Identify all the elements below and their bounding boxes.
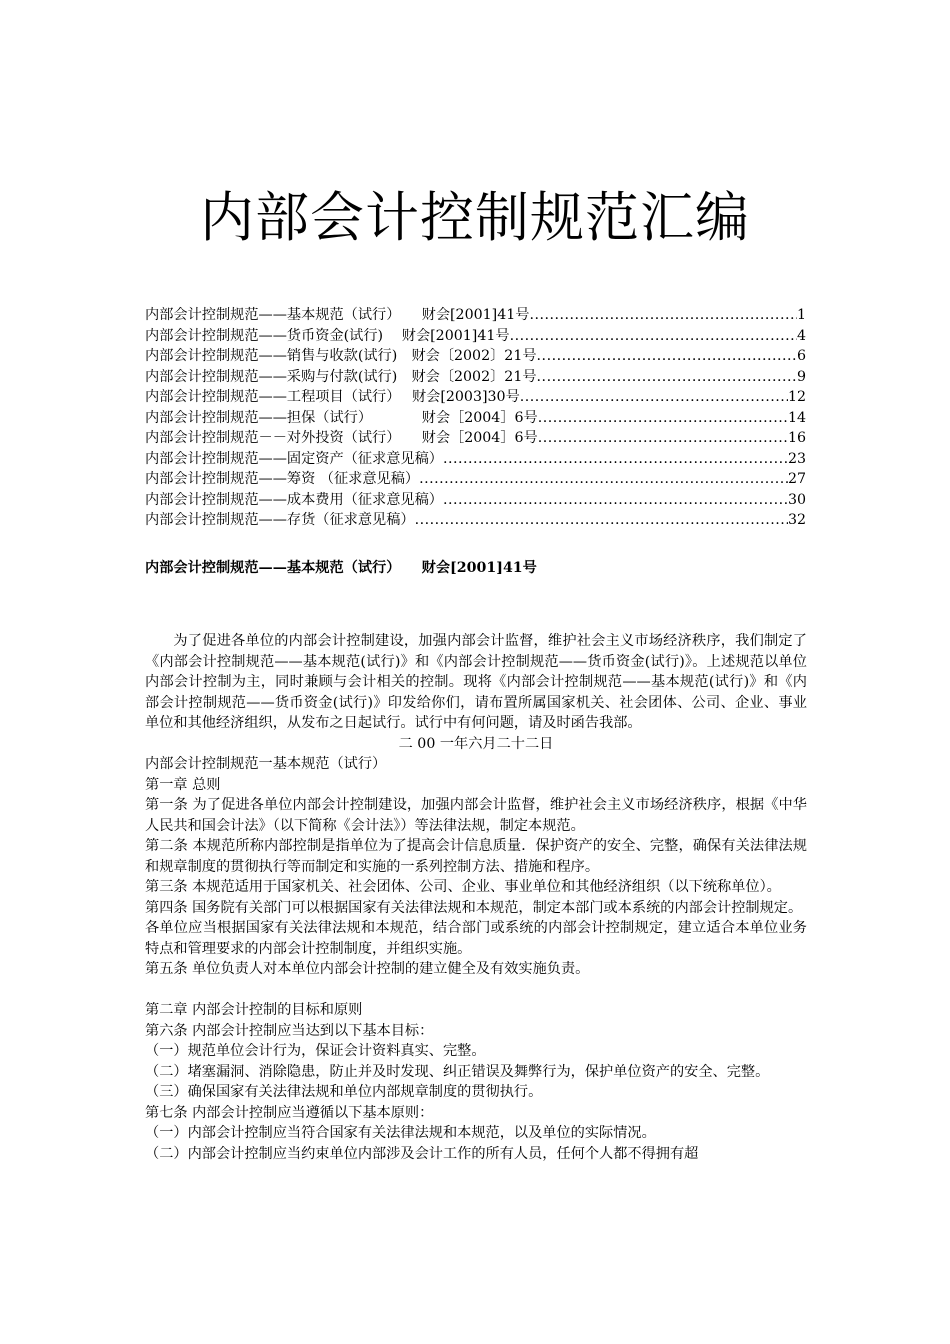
body-paragraph: 第四条 国务院有关部门可以根据国家有关法律法规和本规范，制定本部门或本系统的内部会计控制规定。 (145, 899, 803, 916)
toc-leader (415, 510, 788, 531)
body-paragraph: （二）内部会计控制应当约束单位内部涉及会计工作的所有人员，任何个人都不得拥有超 (145, 1145, 699, 1162)
toc-page-number: 30 (787, 491, 806, 508)
body-paragraph: （三）确保国家有关法律法规和单位内部规章制度的贯彻执行。 (145, 1084, 543, 1100)
toc-leader (537, 346, 797, 367)
notice-paragraph: 为了促进各单位的内部会计控制建设，加强内部会计监督，维护社会主义市场经济秩序，我们制定了《内部会计控制规范——基本规范(试行)》和《内部会计控制规范——货币资金(试行)》。上述规范以单位内部会计控制为主，同时兼顾与会计相关的控制。现将《内部会计控制规范——基本规范(试行)》和《内部会计控制规范——货币资金(试行)》印发给你们，请布置所属国家机关、社会团体、公司、企业、事业单位和其他经济组织，从发布之日起试行。试行中有何问题，请及时函告我部。 (145, 633, 807, 731)
toc-entry[interactable] (145, 510, 806, 531)
toc-entry-title: 内部会计控制规范－－对外投资（试行） 财会［2004］6号 (145, 430, 538, 446)
body-paragraph: 各单位应当根据国家有关法律法规和本规范，结合部门或系统的内部会计控制规定，建立适合本单位业务特点和管理要求的内部会计控制制度，并组织实施。 (145, 920, 807, 957)
toc-leader (529, 305, 797, 326)
toc-leader (443, 490, 788, 511)
table-of-contents (145, 305, 806, 531)
toc-page-number: 32 (787, 512, 806, 528)
toc-entry-title: 内部会计控制规范——固定资产（征求意见稿） (145, 450, 443, 467)
toc-entry[interactable] (145, 326, 806, 347)
body-paragraph: 第七条 内部会计控制应当遵循以下基本原则： (145, 1104, 434, 1121)
toc-page-number: 12 (787, 389, 806, 405)
toc-entry-title: 内部会计控制规范——成本费用（征求意见稿） (145, 491, 443, 508)
document-body (145, 631, 807, 1164)
toc-page-number: 6 (796, 348, 806, 364)
chapter-heading: 第一章 总则 (145, 776, 221, 793)
toc-leader (510, 326, 797, 347)
toc-entry-title: 内部会计控制规范——筹资 （征求意见稿） (145, 471, 420, 487)
toc-entry-title: 内部会计控制规范——基本规范（试行） 财会[2001]41号 (145, 307, 530, 323)
toc-leader (537, 367, 797, 388)
toc-entry-title: 内部会计控制规范——工程项目（试行） 财会[2003]30号 (145, 389, 520, 405)
body-paragraph: 内部会计控制规范一基本规范（试行） (145, 756, 387, 772)
section-heading: 内部会计控制规范——基本规范（试行） 财会[2001]41号 (145, 560, 537, 576)
toc-page-number: 23 (787, 450, 806, 467)
toc-page-number: 14 (787, 409, 806, 426)
document-title: 内部会计控制规范汇编 (200, 186, 750, 249)
toc-entry-title: 内部会计控制规范——销售与收款(试行) 财会〔2002〕21号 (145, 348, 537, 364)
toc-entry[interactable] (145, 305, 806, 326)
toc-entry-title: 内部会计控制规范——担保（试行） 财会［2004］6号 (145, 409, 538, 426)
body-paragraph: 第五条 单位负责人对本单位内部会计控制的建立健全及有效实施负责。 (145, 961, 590, 977)
body-paragraph: （一）内部会计控制应当符合国家有关法律法规和本规范，以及单位的实际情况。 (145, 1125, 656, 1141)
toc-entry[interactable] (145, 428, 806, 449)
toc-entry[interactable] (145, 408, 806, 429)
toc-leader (443, 449, 788, 470)
body-paragraph: 第三条 本规范适用于国家机关、社会团体、公司、企业、事业单位和其他经济组织（以下统称单位）。 (145, 879, 781, 895)
toc-entry-title: 内部会计控制规范——采购与付款(试行) 财会〔2002〕21号 (145, 368, 537, 385)
toc-page-number: 27 (787, 471, 806, 487)
toc-entry-title: 内部会计控制规范——货币资金(试行) 财会[2001]41号 (145, 327, 510, 344)
body-paragraph: 第一条 为了促进各单位内部会计控制建设，加强内部会计监督，维护社会主义市场经济秩序，根据《中华人民共和国会计法》（以下简称《会计法》）等法律法规，制定本规范。 (145, 797, 807, 834)
body-paragraph: 第二条 本规范所称内部控制是指单位为了提高会计信息质量．保护资产的安全、完整，确保有关法律法规和规章制度的贯彻执行等而制定和实施的一系列控制方法、措施和程序。 (145, 838, 807, 875)
notice-date: 二 00 一年六月二十二日 (398, 735, 554, 752)
toc-leader (520, 387, 788, 408)
toc-leader (538, 408, 788, 429)
toc-leader (419, 469, 788, 490)
chapter-heading: 第二章 内部会计控制的目标和原则 (145, 1002, 363, 1018)
toc-page-number: 16 (787, 430, 806, 446)
toc-entry[interactable] (145, 367, 806, 388)
body-paragraph: （二）堵塞漏洞、消除隐患，防止并及时发现、纠正错误及舞弊行为，保护单位资产的安全、完整。 (145, 1063, 770, 1080)
toc-entry[interactable] (145, 490, 806, 511)
toc-entry[interactable] (145, 449, 806, 470)
toc-page-number: 1 (796, 307, 806, 323)
toc-entry-title: 内部会计控制规范——存货（征求意见稿） (145, 512, 415, 528)
toc-entry[interactable] (145, 469, 806, 490)
toc-entry[interactable] (145, 387, 806, 408)
body-paragraph: 第六条 内部会计控制应当达到以下基本目标： (145, 1022, 434, 1039)
toc-leader (538, 428, 788, 449)
body-paragraph: （一）规范单位会计行为，保证会计资料真实、完整。 (145, 1043, 486, 1059)
toc-page-number: 9 (796, 368, 806, 385)
toc-entry[interactable] (145, 346, 806, 367)
toc-page-number: 4 (796, 327, 806, 344)
paragraph-gap (145, 980, 807, 1001)
